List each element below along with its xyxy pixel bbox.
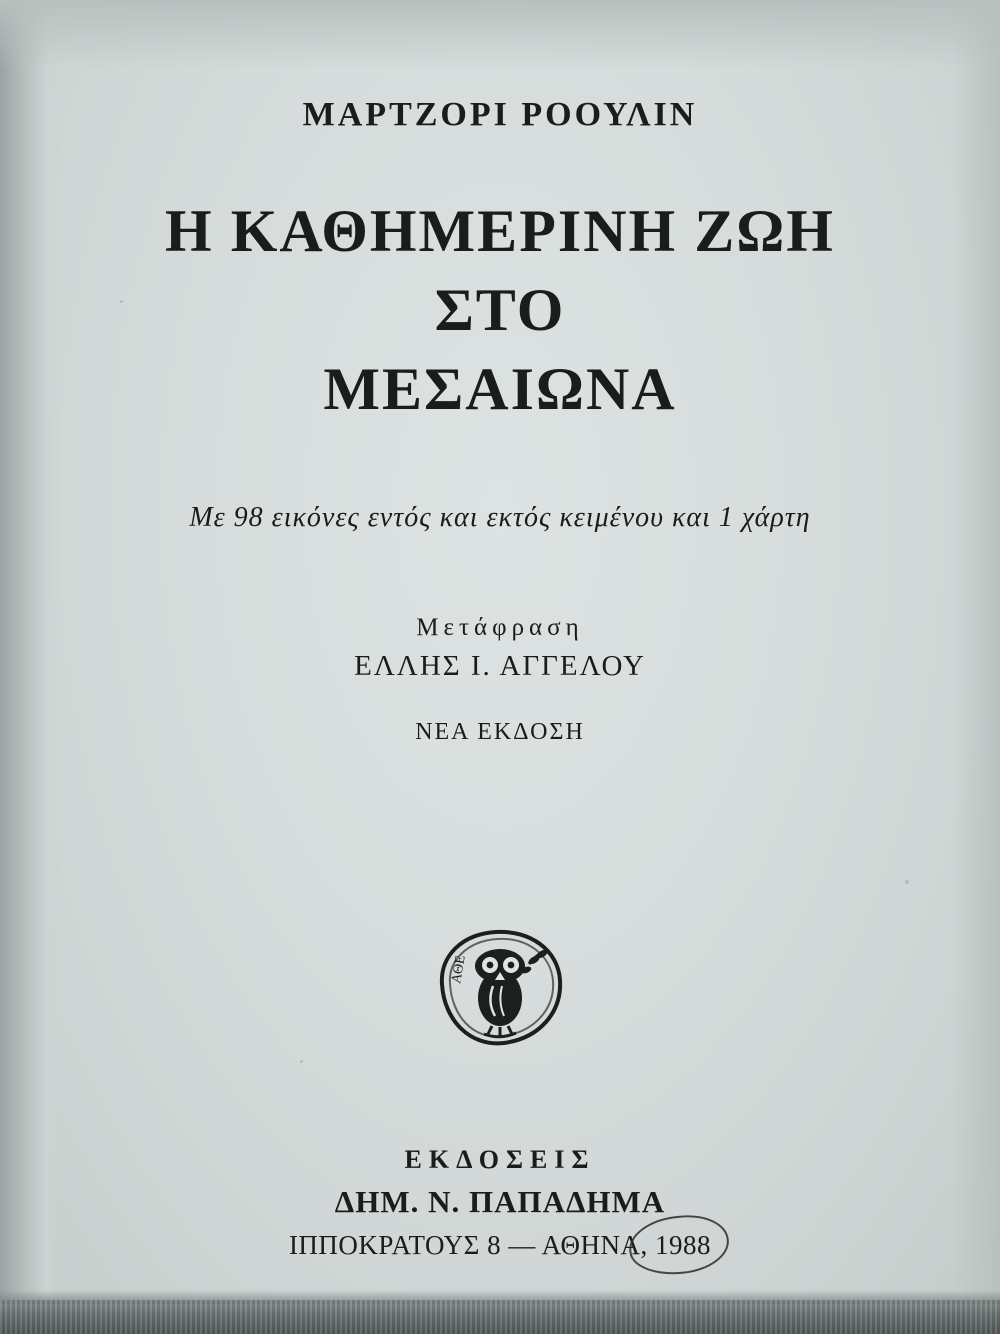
translation-label: Μετάφραση [416,613,584,641]
publisher-label: ΕΚΔΟΣΕΙΣ [404,1144,596,1174]
edition-label: ΝΕΑ ΕΚΔΟΣΗ [415,718,585,745]
title-page-content [0,96,1000,1265]
book-title [0,192,1000,430]
svg-text:ΑΘΕ: ΑΘΕ [449,953,469,985]
publisher-name: ΔΗΜ. Ν. ΠΑΠΑΔΗΜΑ [334,1184,666,1220]
translator-name: ΕΛΛΗΣ Ι. ΑΓΓΕΛΟΥ [354,649,646,682]
publisher-address-wrap [289,1226,711,1264]
author-name: ΜΑΡΤΖΟΡΙ ΡΟΟΥΛΙΝ [302,96,698,133]
illustration-note: Με 98 εικόνες εντός και εκτός κειμένου και 1 χάρτη [189,501,811,533]
page-edge-stripes [0,1300,1000,1334]
publisher-address: ΙΠΠΟΚΡΑΤΟΥΣ 8 — ΑΘΗΝΑ, 1988 [288,1230,712,1261]
owl-coin-emblem-icon [430,926,570,1050]
top-edge-shadow [0,0,1000,70]
book-title-line-1: Η ΚΑΘΗΜΕΡΙΝΗ ΖΩΗ [165,198,835,264]
imprint-block [0,1142,1000,1265]
book-title-line-3: ΜΕΣΑΙΩΝΑ [323,356,677,423]
book-bottom-edge [0,1300,1000,1334]
book-title-line-2: ΣΤΟ [434,277,566,344]
publisher-emblem-wrap [0,926,1000,1050]
